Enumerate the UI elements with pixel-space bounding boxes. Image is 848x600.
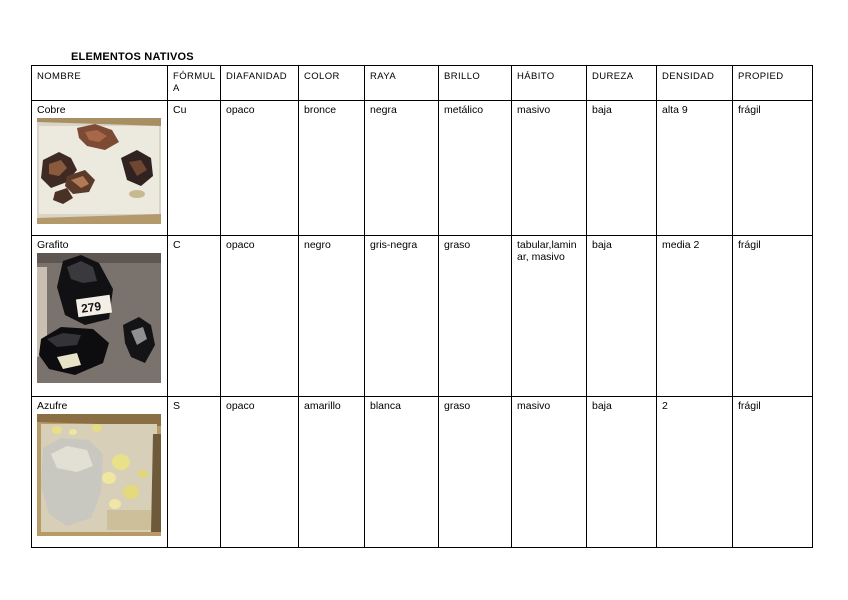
header-densidad: DENSIDAD <box>657 66 733 101</box>
table-row <box>32 397 813 548</box>
cell-formula: S <box>168 397 221 548</box>
table-row <box>32 236 813 397</box>
header-brillo: BRILLO <box>439 66 512 101</box>
cell-dureza: baja <box>587 236 657 397</box>
cell-densidad: 2 <box>657 397 733 548</box>
header-propiedades: PROPIED <box>733 66 813 101</box>
cell-nombre <box>32 236 168 397</box>
cell-densidad: media 2 <box>657 236 733 397</box>
header-formula: FÓRMULA <box>168 66 221 101</box>
cell-nombre <box>32 101 168 236</box>
cell-dureza: baja <box>587 101 657 236</box>
cell-habito: tabular,laminar, masivo <box>512 236 587 397</box>
cell-brillo: graso <box>439 397 512 548</box>
header-raya: RAYA <box>365 66 439 101</box>
copper-sample-photo <box>37 118 161 224</box>
header-row <box>32 66 813 101</box>
cell-formula: C <box>168 236 221 397</box>
mineral-name: Grafito <box>37 239 69 251</box>
cell-color: amarillo <box>299 397 365 548</box>
cell-nombre <box>32 397 168 548</box>
cell-propiedades: frágil <box>733 397 813 548</box>
header-nombre: NOMBRE <box>32 66 168 101</box>
header-diafanidad: DIAFANIDAD <box>221 66 299 101</box>
cell-formula: Cu <box>168 101 221 236</box>
graphite-sample-photo <box>37 253 161 383</box>
cell-densidad: alta 9 <box>657 101 733 236</box>
cell-diafanidad: opaco <box>221 236 299 397</box>
cell-raya: blanca <box>365 397 439 548</box>
header-dureza: DUREZA <box>587 66 657 101</box>
cell-raya: negra <box>365 101 439 236</box>
cell-diafanidad: opaco <box>221 397 299 548</box>
header-color: COLOR <box>299 66 365 101</box>
mineral-name: Cobre <box>37 104 66 116</box>
cell-color: negro <box>299 236 365 397</box>
cell-habito: masivo <box>512 101 587 236</box>
cell-habito: masivo <box>512 397 587 548</box>
cell-color: bronce <box>299 101 365 236</box>
minerals-table <box>31 65 813 548</box>
sulfur-sample-photo <box>37 414 161 536</box>
cell-raya: gris-negra <box>365 236 439 397</box>
mineral-name: Azufre <box>37 400 68 412</box>
cell-propiedades: frágil <box>733 101 813 236</box>
cell-brillo: metálico <box>439 101 512 236</box>
cell-diafanidad: opaco <box>221 101 299 236</box>
document-title: ELEMENTOS NATIVOS <box>71 51 194 63</box>
specimen-label: 279 <box>80 299 103 316</box>
table-row <box>32 101 813 236</box>
cell-dureza: baja <box>587 397 657 548</box>
cell-propiedades: frágil <box>733 236 813 397</box>
cell-brillo: graso <box>439 236 512 397</box>
header-habito: HÁBITO <box>512 66 587 101</box>
